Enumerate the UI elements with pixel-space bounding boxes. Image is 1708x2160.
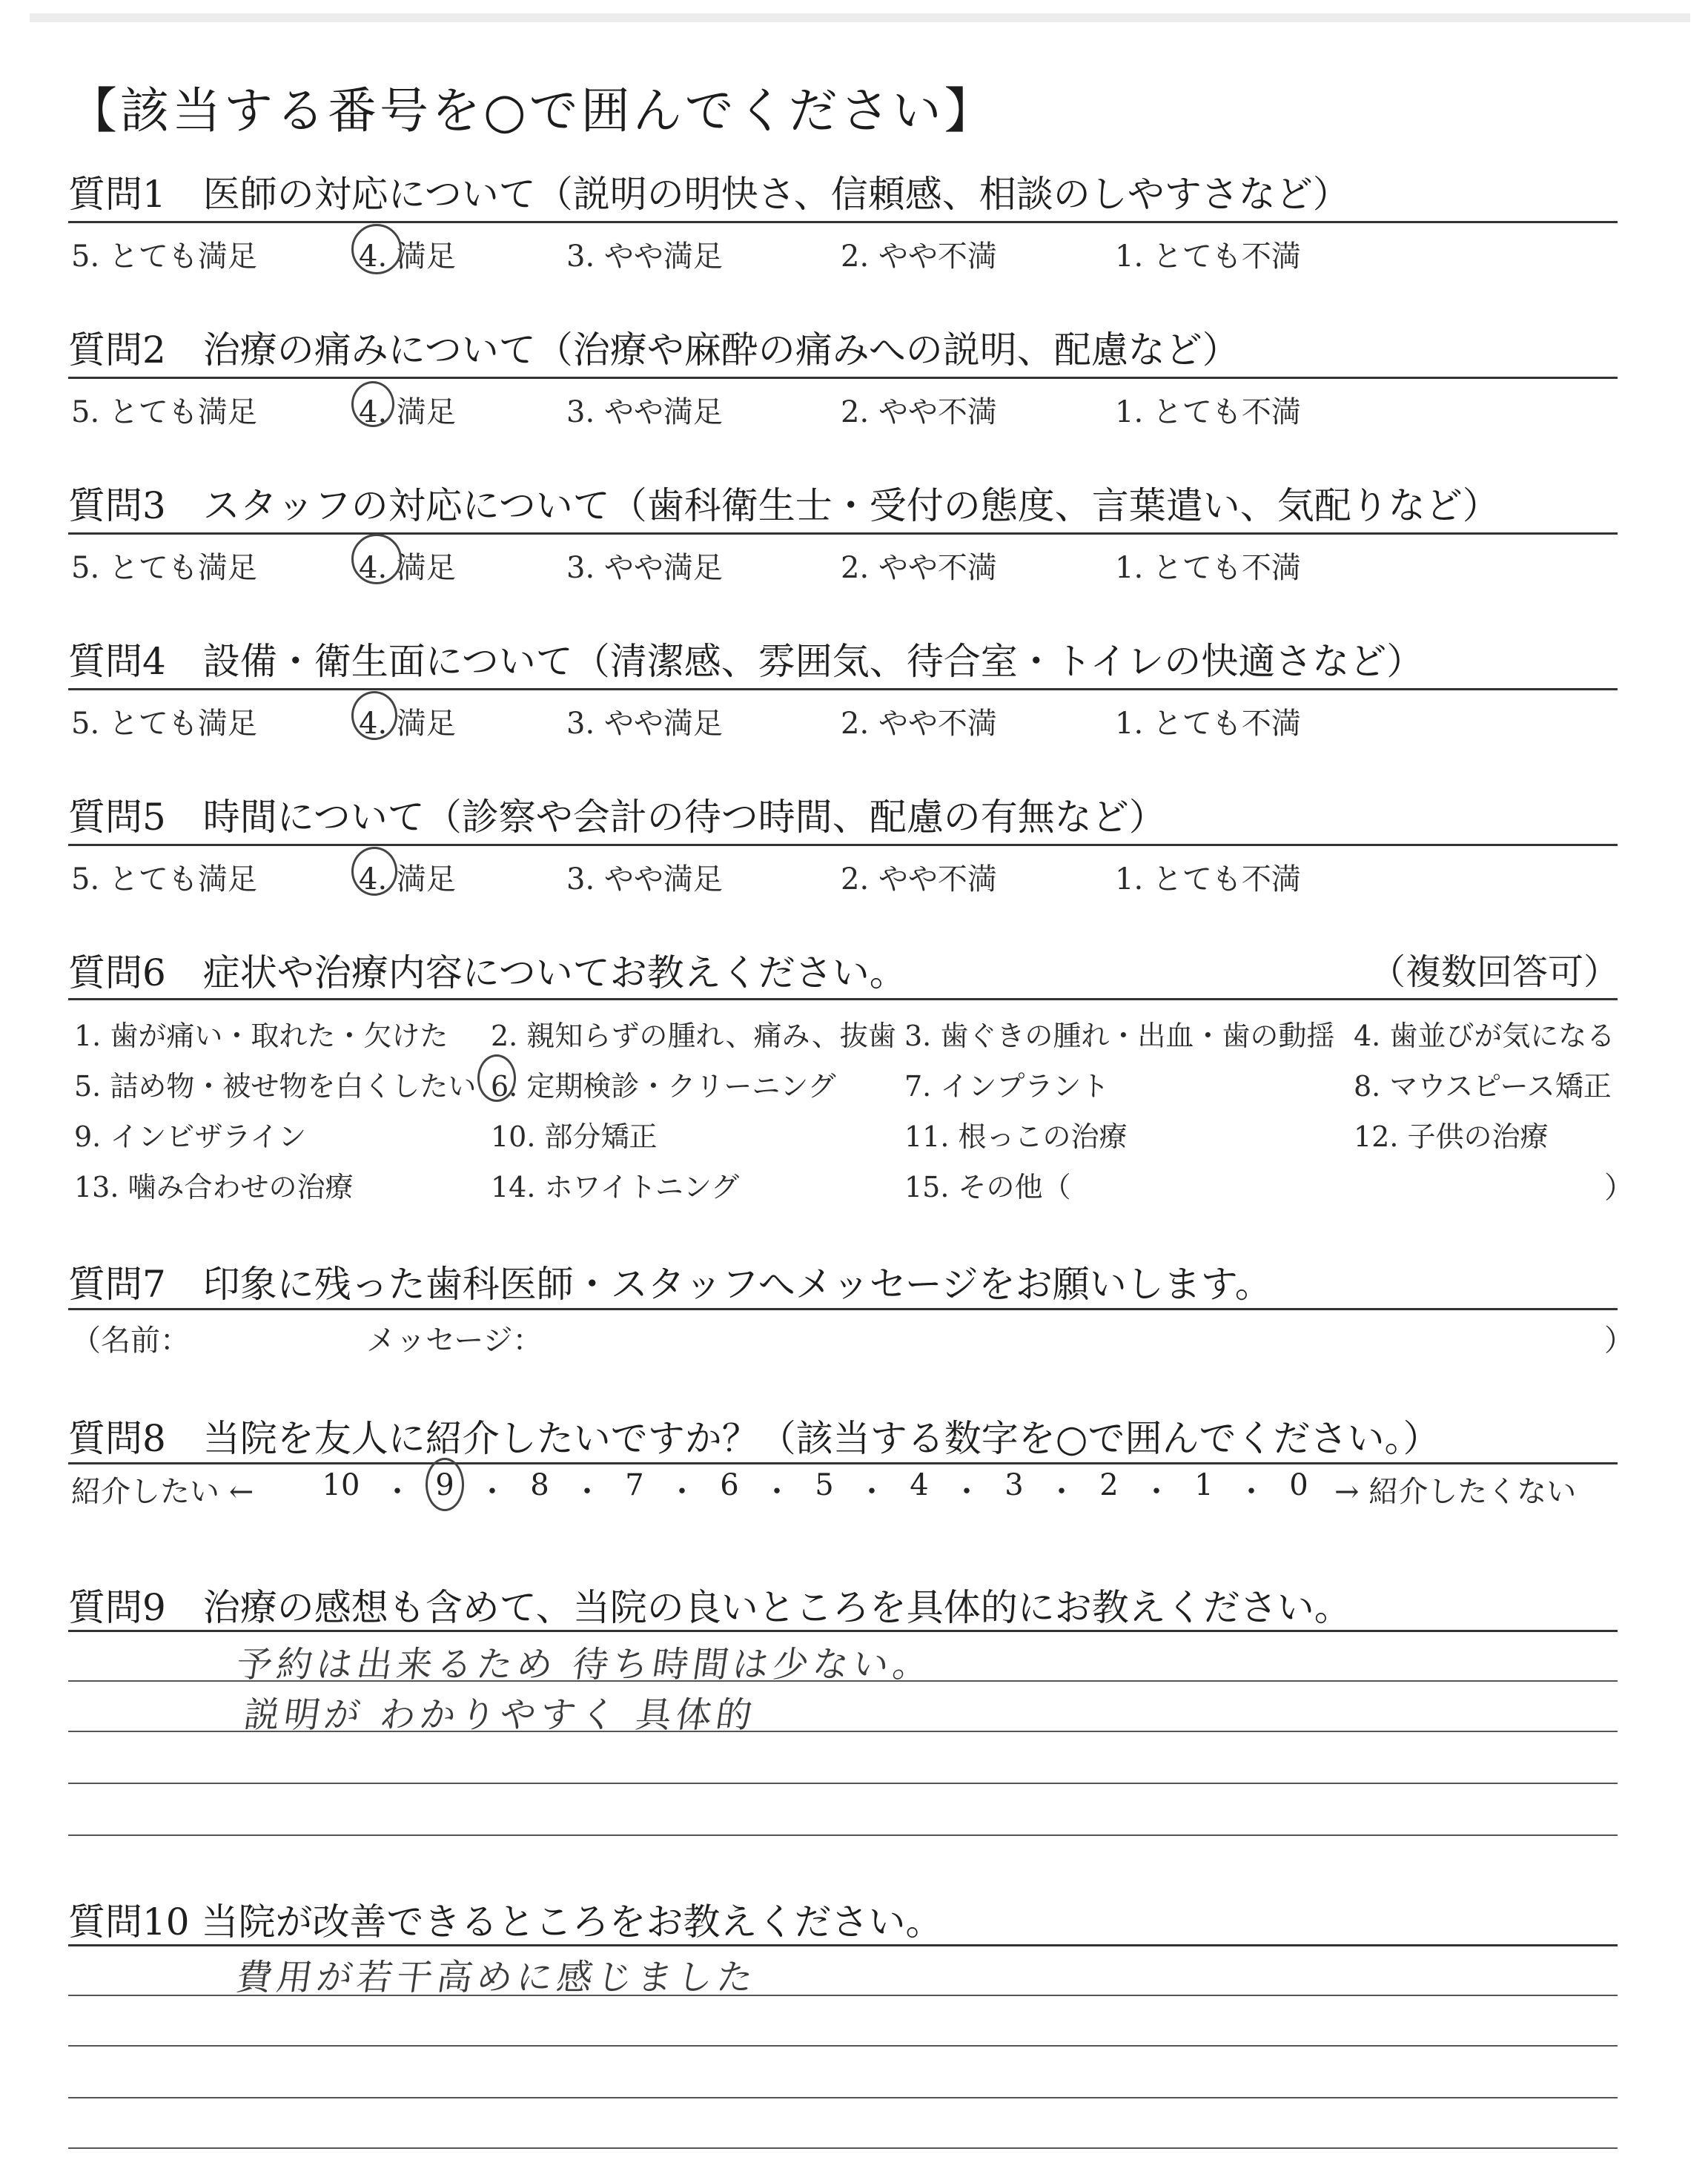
q8-scale-10[interactable]: 10 <box>322 1468 360 1502</box>
q5-option-4[interactable]: 4. 満足 <box>359 862 456 896</box>
q1-rule <box>68 221 1618 223</box>
q8-right-label: → 紹介したくない <box>1334 1475 1577 1509</box>
q8-scale-2[interactable]: 2 <box>1099 1468 1119 1502</box>
q5-option-3[interactable]: 3. やや満足 <box>566 862 723 896</box>
q9-rule <box>68 1630 1618 1632</box>
q7-message-label: メッセージ： <box>366 1324 543 1358</box>
q3-option-1[interactable]: 1. とても不満 <box>1115 551 1301 585</box>
q10-answer-line <box>68 2045 1618 2047</box>
q4-selected-circle <box>351 691 397 740</box>
q10-title: 質問10 当院が改善できるところをお教えください。 <box>68 1900 943 1943</box>
q8-separator: ・ <box>572 1475 602 1509</box>
q4-option-5[interactable]: 5. とても満足 <box>71 707 257 741</box>
q9-handwritten-answer-1: 予約は出来るため 待ち時間は少ない。 <box>234 1644 936 1685</box>
q2-option-4[interactable]: 4. 満足 <box>359 395 456 429</box>
q8-separator: ・ <box>762 1475 792 1509</box>
q1-option-3[interactable]: 3. やや満足 <box>566 240 723 274</box>
q8-separator: ・ <box>857 1475 887 1509</box>
q4-option-2[interactable]: 2. やや不満 <box>841 707 997 741</box>
q8-separator: ・ <box>952 1475 982 1509</box>
q10-answer-line <box>68 2097 1618 2098</box>
q7-close-paren: ） <box>1604 1324 1634 1358</box>
q9-answer-line <box>68 1680 1618 1682</box>
q8-scale-3[interactable]: 3 <box>1004 1468 1024 1502</box>
q2-title: 質問2 治療の痛みについて（治療や麻酔の痛みへの説明、配慮など） <box>68 328 1239 371</box>
q6-option-2[interactable]: 2. 親知らずの腫れ、痛み、抜歯 <box>491 1020 896 1052</box>
q8-title: 質問8 当院を友人に紹介したいですか？（該当する数字を○で囲んでください。） <box>68 1417 1440 1460</box>
q8-scale-4[interactable]: 4 <box>910 1468 929 1502</box>
q9-handwritten-answer-2: 説明が わかりやすく 具体的 <box>241 1694 759 1736</box>
q6-title: 質問6 症状や治療内容についてお教えください。 <box>68 951 907 994</box>
q9-answer-line <box>68 1731 1618 1732</box>
q4-option-3[interactable]: 3. やや満足 <box>566 707 723 741</box>
q6-multiple-note: （複数回答可） <box>1369 951 1619 993</box>
q8-selected-circle <box>426 1458 464 1511</box>
q8-left-label: 紹介したい ← <box>71 1475 254 1509</box>
q8-scale-7[interactable]: 7 <box>625 1468 644 1502</box>
q5-option-2[interactable]: 2. やや不満 <box>841 862 997 896</box>
q6-other-close-paren: ） <box>1604 1171 1634 1205</box>
q3-option-5[interactable]: 5. とても満足 <box>71 551 257 585</box>
q6-option-5[interactable]: 5. 詰め物・被せ物を白くしたい <box>74 1070 477 1103</box>
q3-rule <box>68 532 1618 535</box>
q6-option-11[interactable]: 11. 根っこの治療 <box>904 1120 1128 1153</box>
q8-separator: ・ <box>1237 1475 1266 1509</box>
q6-option-3[interactable]: 3. 歯ぐきの腫れ・出血・歯の動揺 <box>904 1020 1335 1052</box>
q9-answer-line <box>68 1834 1618 1836</box>
q7-rule <box>68 1308 1618 1310</box>
q1-option-1[interactable]: 1. とても不満 <box>1115 240 1301 274</box>
q4-title: 質問4 設備・衛生面について（清潔感、雰囲気、待合室・トイレの快適さなど） <box>68 640 1424 683</box>
q6-option-12[interactable]: 12. 子供の治療 <box>1354 1120 1549 1153</box>
q2-option-1[interactable]: 1. とても不満 <box>1115 395 1301 429</box>
q8-separator: ・ <box>1047 1475 1076 1509</box>
q1-option-4[interactable]: 4. 満足 <box>359 240 456 274</box>
q6-option-15[interactable]: 15. その他（ <box>904 1171 1071 1203</box>
q3-option-4[interactable]: 4. 満足 <box>359 551 456 585</box>
q8-separator: ・ <box>477 1475 507 1509</box>
q9-answer-line <box>68 1783 1618 1784</box>
q4-rule <box>68 688 1618 690</box>
q8-scale-9[interactable]: 9 <box>435 1468 454 1502</box>
q8-scale-1[interactable]: 1 <box>1194 1468 1214 1502</box>
q10-answer-line <box>68 1995 1618 1996</box>
q6-option-13[interactable]: 13. 噛み合わせの治療 <box>74 1171 354 1203</box>
q8-scale-6[interactable]: 6 <box>720 1468 739 1502</box>
q10-rule <box>68 1944 1618 1946</box>
q8-scale-8[interactable]: 8 <box>530 1468 549 1502</box>
q5-rule <box>68 844 1618 846</box>
q6-option-6[interactable]: 6. 定期検診・クリーニング <box>491 1070 836 1103</box>
q6-option-8[interactable]: 8. マウスピース矯正 <box>1354 1070 1612 1103</box>
q8-separator: ・ <box>1142 1475 1171 1509</box>
q4-option-1[interactable]: 1. とても不満 <box>1115 707 1301 741</box>
q6-option-4[interactable]: 4. 歯並びが気になる <box>1354 1020 1615 1052</box>
q6-selected-circle <box>477 1054 516 1102</box>
q8-separator: ・ <box>383 1475 412 1509</box>
q8-separator: ・ <box>667 1475 697 1509</box>
q5-title: 質問5 時間について（診察や会計の待つ時間、配慮の有無など） <box>68 796 1166 839</box>
q1-title: 質問1 医師の対応について（説明の明快さ、信頼感、相談のしやすさなど） <box>68 173 1350 216</box>
scan-edge <box>30 13 1690 22</box>
q6-option-7[interactable]: 7. インプラント <box>904 1070 1110 1103</box>
q5-selected-circle <box>351 847 397 896</box>
q3-title: 質問3 スタッフの対応について（歯科衛生士・受付の態度、言葉遣い、気配りなど） <box>68 484 1500 527</box>
q3-option-2[interactable]: 2. やや不満 <box>841 551 997 585</box>
q2-rule <box>68 377 1618 379</box>
q1-option-5[interactable]: 5. とても満足 <box>71 240 257 274</box>
q8-scale-0[interactable]: 0 <box>1289 1468 1308 1502</box>
q3-selected-circle <box>351 534 402 584</box>
q6-option-14[interactable]: 14. ホワイトニング <box>491 1171 740 1203</box>
q7-title: 質問7 印象に残った歯科医師・スタッフへメッセージをお願いします。 <box>68 1263 1272 1306</box>
q6-rule <box>68 998 1618 1000</box>
q4-option-4[interactable]: 4. 満足 <box>359 707 456 741</box>
q6-option-1[interactable]: 1. 歯が痛い・取れた・欠けた <box>74 1020 448 1052</box>
q6-option-10[interactable]: 10. 部分矯正 <box>491 1120 658 1153</box>
q6-option-9[interactable]: 9. インビザライン <box>74 1120 307 1153</box>
q5-option-1[interactable]: 1. とても不満 <box>1115 862 1301 896</box>
q2-option-3[interactable]: 3. やや満足 <box>566 395 723 429</box>
q5-option-5[interactable]: 5. とても満足 <box>71 862 257 896</box>
q10-handwritten-answer-1: 費用が若干高めに感じました <box>234 1957 761 1998</box>
q2-option-2[interactable]: 2. やや不満 <box>841 395 997 429</box>
q2-selected-circle <box>351 381 394 427</box>
q10-answer-line <box>68 2147 1618 2149</box>
q9-title: 質問9 治療の感想も含めて、当院の良いところを具体的にお教えください。 <box>68 1586 1351 1629</box>
q7-name-label: （名前： <box>71 1324 190 1358</box>
q1-option-2[interactable]: 2. やや不満 <box>841 240 997 274</box>
form-title: 【該当する番号を○で囲んでください】 <box>68 82 996 139</box>
q3-option-3[interactable]: 3. やや満足 <box>566 551 723 585</box>
q1-selected-circle <box>351 224 402 274</box>
q8-scale-5[interactable]: 5 <box>815 1468 834 1502</box>
q2-option-5[interactable]: 5. とても満足 <box>71 395 257 429</box>
q8-rule <box>68 1462 1618 1464</box>
